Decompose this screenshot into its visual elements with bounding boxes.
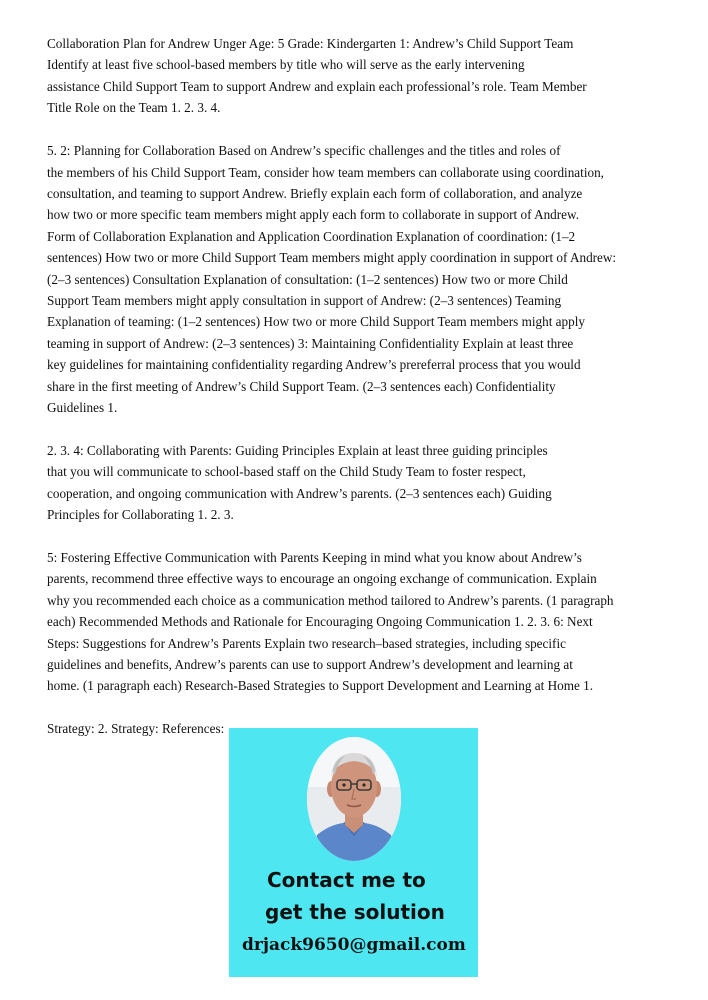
document-body (47, 33, 671, 761)
text-line: Explanation of teaming: (1–2 sentences) How two or more Child Support Team members might apply (47, 314, 585, 330)
text-line: assistance Child Support Team to support Andrew and explain each professional’s role. Team Member (47, 78, 587, 94)
paragraph-1 (47, 33, 671, 119)
text-line: Title Role on the Team 1. 2. 3. 4. (47, 100, 221, 116)
text-line: share in the first meeting of Andrew’s Child Support Team. (2–3 sentences each) Confidentiality (47, 378, 556, 394)
paragraph-3 (47, 440, 671, 526)
paragraph-4 (47, 547, 671, 697)
cta-line-1: Contact me to (267, 868, 426, 892)
text-line: home. (1 paragraph each) Research-Based Strategies to Support Development and Learning at Home 1. (47, 678, 593, 694)
text-line: cooperation, and ongoing communication with Andrew’s parents. (2–3 sentences each) Guiding (47, 485, 552, 501)
text-line: Support Team members might apply consultation in support of Andrew: (2–3 sentences) Teaming (47, 292, 562, 308)
text-line: parents, recommend three effective ways to encourage an ongoing exchange of communication. Explain (47, 571, 597, 587)
text-line: 5. 2: Planning for Collaboration Based on Andrew’s specific challenges and the titles and roles of (47, 143, 561, 159)
author-portrait (307, 737, 401, 861)
text-line: that you will communicate to school-based staff on the Child Study Team to foster respect, (47, 464, 526, 480)
text-line: sentences) How two or more Child Support Team members might apply coordination in support of Andrew: (47, 250, 617, 266)
text-line: the members of his Child Support Team, consider how team members can collaborate using coordination, (47, 164, 604, 180)
text-line: Collaboration Plan for Andrew Unger Age: 5 Grade: Kindergarten 1: Andrew’s Child Support Team (47, 36, 574, 51)
text-line: Steps: Suggestions for Andrew’s Parents Explain two research–based strategies, including specific (47, 635, 566, 651)
cta-line-2: get the solution (265, 900, 445, 924)
text-line: why you recommended each choice as a communication method tailored to Andrew’s parents. (1 paragraph (47, 592, 614, 608)
text-line: key guidelines for maintaining confidentiality regarding Andrew’s prereferral process that you would (47, 357, 581, 373)
text-line: 2. 3. 4: Collaborating with Parents: Guiding Principles Explain at least three guiding principles (47, 442, 548, 458)
text-line: guidelines and benefits, Andrew’s parents can use to support Andrew’s development and learning at (47, 657, 573, 673)
text-line: Strategy: 2. Strategy: References: (47, 721, 225, 737)
text-line: how two or more specific team members might apply each form to collaborate in support of Andrew. (47, 207, 579, 223)
text-line: each) Recommended Methods and Rationale for Encouraging Ongoing Communication 1. 2. 3. 6: Next (47, 614, 593, 630)
text-line: Identify at least five school-based members by title who will serve as the early intervening (47, 57, 525, 73)
text-line: Form of Collaboration Explanation and Application Coordination Explanation of coordination: (1–2 (47, 228, 576, 244)
contact-promo-banner[interactable] (229, 728, 478, 977)
text-line: consultation, and teaming to support Andrew. Briefly explain each form of collaboration, and analyze (47, 185, 583, 201)
text-line: teaming in support of Andrew: (2–3 sentences) 3: Maintaining Confidentiality Explain at least three (47, 335, 574, 351)
text-line: (2–3 sentences) Consultation Explanation of consultation: (1–2 sentences) How two or more Child (47, 271, 568, 287)
text-line: 5: Fostering Effective Communication with Parents Keeping in mind what you know about Andrew’s (47, 550, 582, 566)
text-line: Guidelines 1. (47, 400, 118, 415)
text-line: Principles for Collaborating 1. 2. 3. (47, 507, 234, 523)
portrait-illustration (307, 737, 401, 861)
paragraph-2 (47, 140, 671, 418)
contact-email[interactable]: drjack9650@gmail.com (242, 935, 466, 955)
